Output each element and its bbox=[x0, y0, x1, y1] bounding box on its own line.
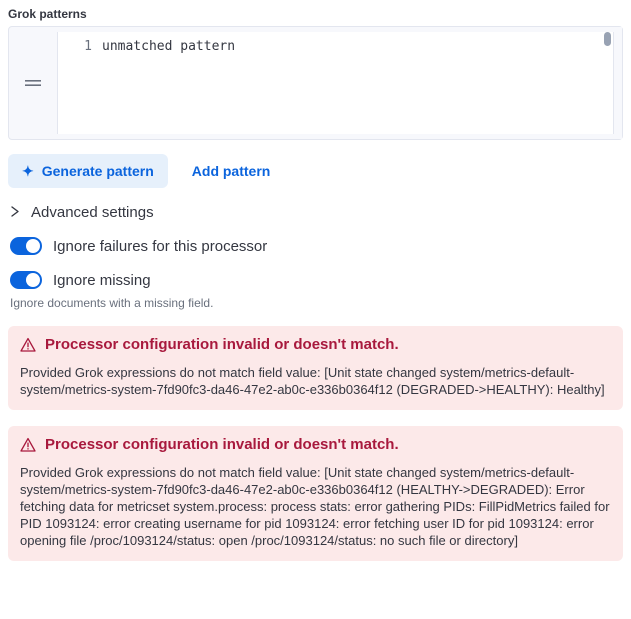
grok-patterns-label: Grok patterns bbox=[8, 7, 87, 21]
grok-pattern-text[interactable]: unmatched pattern bbox=[102, 39, 236, 54]
code-line bbox=[58, 32, 613, 56]
toggle-knob bbox=[26, 239, 40, 253]
editor-scrollbar[interactable] bbox=[602, 32, 613, 134]
error-title-text: Processor configuration invalid or doesn't match. bbox=[45, 436, 399, 453]
error-callout-title bbox=[20, 436, 611, 454]
ignore-missing-label: Ignore missing bbox=[53, 271, 151, 289]
line-number: 1 bbox=[84, 39, 92, 54]
error-callout-title bbox=[20, 336, 611, 354]
error-callout bbox=[8, 426, 623, 561]
advanced-settings-accordion[interactable] bbox=[10, 204, 154, 221]
generate-pattern-label: Generate pattern bbox=[41, 163, 154, 179]
ignore-failures-row bbox=[10, 237, 631, 255]
ignore-failures-label: Ignore failures for this processor bbox=[53, 237, 268, 255]
ignore-missing-help-text: Ignore documents with a missing field. bbox=[10, 296, 214, 310]
toggle-knob bbox=[26, 273, 40, 287]
warning-icon bbox=[20, 337, 36, 353]
error-title-text: Processor configuration invalid or doesn't match. bbox=[45, 336, 399, 353]
ignore-missing-row bbox=[10, 271, 631, 289]
error-message-text: Provided Grok expressions do not match field value: [Unit state changed system/metrics-default-system/metrics-system-7fd90fc3-da46-47e2-ab0c-e336b0364f12 (HEALTHY->DEGRADED): Error fetching data for metricset system.process: process stats: error gathering PIDs: FillPidMetrics failed for PID 1093124: error creating username for pid 1093124: error fetching user ID for pid 1093124: error opening file /proc/1093124/status: open /proc/1093124/status: no such file or directory] bbox=[20, 465, 610, 548]
pattern-actions bbox=[8, 154, 631, 188]
ignore-failures-toggle[interactable] bbox=[10, 237, 42, 255]
warning-icon bbox=[20, 437, 36, 453]
grok-pattern-code-editor[interactable] bbox=[57, 32, 614, 134]
editor-scrollbar-thumb[interactable] bbox=[604, 32, 611, 46]
ignore-missing-toggle[interactable] bbox=[10, 271, 42, 289]
grab-handle-icon[interactable] bbox=[9, 27, 57, 139]
generate-pattern-button[interactable] bbox=[8, 154, 168, 188]
editor-right-padding bbox=[614, 27, 622, 139]
sparkle-icon: ✦ bbox=[22, 163, 34, 179]
add-pattern-button[interactable]: Add pattern bbox=[178, 154, 285, 188]
advanced-settings-label: Advanced settings bbox=[31, 204, 154, 221]
chevron-right-icon bbox=[10, 205, 21, 220]
error-message-text: Provided Grok expressions do not match field value: [Unit state changed system/metrics-default-system/metrics-system-7fd90fc3-da46-47e2-ab0c-e336b0364f12 (DEGRADED->HEALTHY): Healthy] bbox=[20, 365, 605, 397]
error-callout bbox=[8, 326, 623, 410]
grok-pattern-editor-row bbox=[8, 26, 623, 140]
